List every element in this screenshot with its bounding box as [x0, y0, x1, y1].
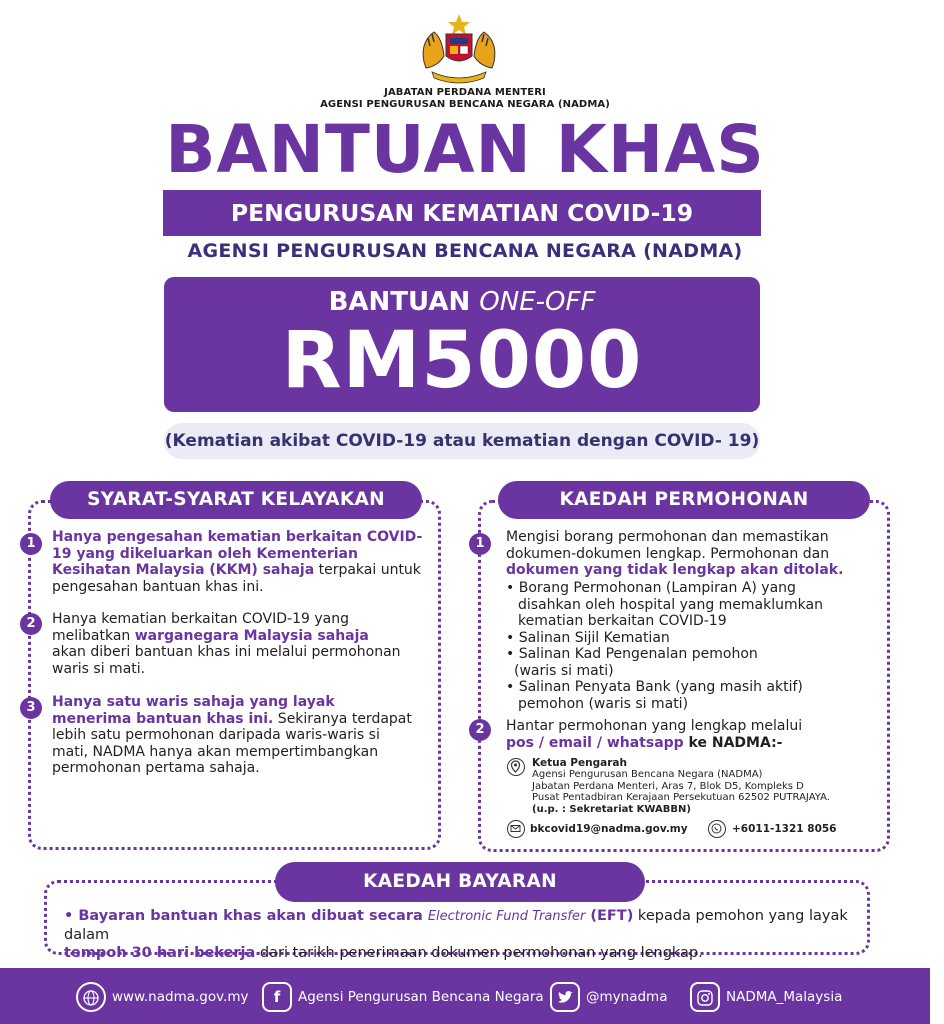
- amount-value: RM5000: [281, 316, 643, 406]
- amount-box: [164, 277, 760, 412]
- footer-facebook[interactable]: [262, 982, 544, 1012]
- instagram-icon: [690, 982, 720, 1012]
- subtitle-text: PENGURUSAN KEMATIAN COVID-19: [230, 199, 694, 227]
- eligibility-item-1: [52, 529, 427, 595]
- amount-label: [164, 287, 760, 317]
- coat-of-arms-logo: [412, 12, 506, 84]
- email-address[interactable]: bkcovid19@nadma.gov.my: [530, 823, 688, 835]
- instagram-text: NADMA_Malaysia: [726, 989, 843, 1005]
- list-item: (waris si mati): [514, 662, 614, 679]
- globe-icon: [76, 982, 106, 1012]
- website-text: www.nadma.gov.my: [112, 989, 249, 1005]
- list-item: kematian berkaitan COVID-19: [518, 613, 727, 629]
- facebook-icon: f: [262, 982, 292, 1012]
- list-item: • Salinan Sijil Kematian: [506, 629, 670, 646]
- payment-mid: kepada pemohon yang layak dalam: [64, 908, 848, 943]
- address-line: Jabatan Perdana Menteri, Aras 7, Blok D5, Kompleks D: [532, 780, 804, 792]
- eligibility-heading: SYARAT-SYARAT KELAYAKAN: [50, 481, 422, 519]
- application-step-2-tail: ke NADMA:-: [683, 734, 783, 751]
- eligibility-item-1-text: terpakai untuk pengesahan bantuan khas ini.: [52, 562, 421, 595]
- footer: [0, 968, 930, 1024]
- address-title: Ketua Pengarah: [532, 757, 627, 769]
- subtitle-banner: [163, 190, 761, 236]
- eligibility-item-3-text: Sekiranya terdapat lebih satu permohonan daripada waris-waris si mati, NADMA hanya akan mempertimbangkan permohonan pertama sahaja.: [52, 710, 412, 776]
- application-step-2-highlight: pos / email / whatsapp: [506, 734, 684, 751]
- eligibility-item-3-highlight: Hanya satu waris sahaja yang layak menerima bantuan khas ini.: [52, 694, 335, 727]
- eligibility-item-2: [52, 611, 402, 677]
- location-pin-icon: [507, 758, 525, 776]
- application-step-1-highlight: dokumen yang tidak lengkap akan ditolak.: [506, 562, 844, 578]
- whatsapp-icon: [708, 820, 726, 838]
- main-title: BANTUAN KHAS: [165, 111, 765, 188]
- step-number: 1: [469, 533, 491, 555]
- facebook-text: Agensi Pengurusan Bencana Negara: [298, 989, 544, 1005]
- address-line: (u.p. : Sekretariat KWABBN): [532, 803, 691, 815]
- eligibility-item-3: [52, 694, 412, 777]
- agency-line: AGENSI PENGURUSAN BENCANA NEGARA (NADMA): [187, 240, 743, 262]
- application-step-1: [506, 529, 876, 579]
- payment-text: [64, 907, 874, 962]
- payment-highlight-2: (EFT): [585, 908, 634, 924]
- payment-italic: Electronic Fund Transfer: [427, 909, 586, 924]
- payment-highlight-3: tempoh 30 hari bekerja: [64, 945, 256, 961]
- payment-highlight-1: • Bayaran bantuan khas akan dibuat secara: [64, 908, 428, 924]
- department-name: JABATAN PERDANA MENTERI: [384, 87, 546, 98]
- amount-label-italic: ONE-OFF: [479, 287, 596, 317]
- address-line: Pusat Pentadbiran Kerajaan Persekutuan 62502 PUTRAJAYA.: [532, 792, 830, 803]
- application-step-1-text: Mengisi borang permohonan dan memastikan dokumen-dokumen lengkap. Permohonan dan: [506, 529, 830, 562]
- list-item: • Salinan Kad Pengenalan pemohon: [506, 646, 758, 662]
- footer-twitter[interactable]: [550, 982, 667, 1012]
- application-step-2-text: Hantar permohonan yang lengkap melalui: [506, 718, 803, 734]
- footer-instagram[interactable]: [690, 982, 842, 1012]
- step-number: 2: [469, 719, 491, 741]
- footer-website[interactable]: [76, 982, 249, 1012]
- twitter-text: @mynadma: [586, 989, 668, 1005]
- note-pill: (Kematian akibat COVID-19 atau kematian dengan COVID- 19): [164, 423, 760, 459]
- eligibility-item-1-highlight: Hanya pengesahan kematian berkaitan COVID-19 yang dikeluarkan oleh Kementerian Kesihatan Malaysia (KKM) sahaja: [52, 529, 423, 578]
- email-icon: [507, 820, 525, 838]
- document-list: [506, 580, 886, 712]
- eligibility-item-2-pre: Hanya kematian berkaitan COVID-19 yang melibatkan: [52, 611, 349, 644]
- application-step-2: [506, 718, 876, 751]
- eligibility-item-2-text: akan diberi bantuan khas ini melalui permohonan waris si mati.: [52, 644, 401, 677]
- payment-tail: dari tarikh penerimaan dokumen permohonan yang lengkap.: [255, 945, 703, 961]
- step-number: 1: [20, 533, 42, 555]
- list-item: • Salinan Penyata Bank (yang masih aktif): [506, 679, 803, 695]
- payment-heading: KAEDAH BAYARAN: [275, 862, 645, 902]
- step-number: 2: [20, 613, 42, 635]
- step-number: 3: [20, 697, 42, 719]
- amount-label-prefix: BANTUAN: [328, 287, 471, 317]
- list-item: • Borang Permohonan (Lampiran A) yang: [506, 580, 796, 596]
- address-line: Agensi Pengurusan Bencana Negara (NADMA): [532, 769, 763, 780]
- eligibility-item-2-highlight: warganegara Malaysia sahaja: [134, 627, 369, 644]
- application-heading: KAEDAH PERMOHONAN: [498, 481, 870, 519]
- list-item: disahkan oleh hospital yang memaklumkan: [518, 596, 823, 613]
- mailing-address: [532, 757, 882, 815]
- twitter-icon: [550, 982, 580, 1012]
- list-item: pemohon (waris si mati): [518, 695, 689, 712]
- whatsapp-number[interactable]: +6011-1321 8056: [732, 823, 837, 835]
- agency-name-small: AGENSI PENGURUSAN BENCANA NEGARA (NADMA): [320, 99, 610, 110]
